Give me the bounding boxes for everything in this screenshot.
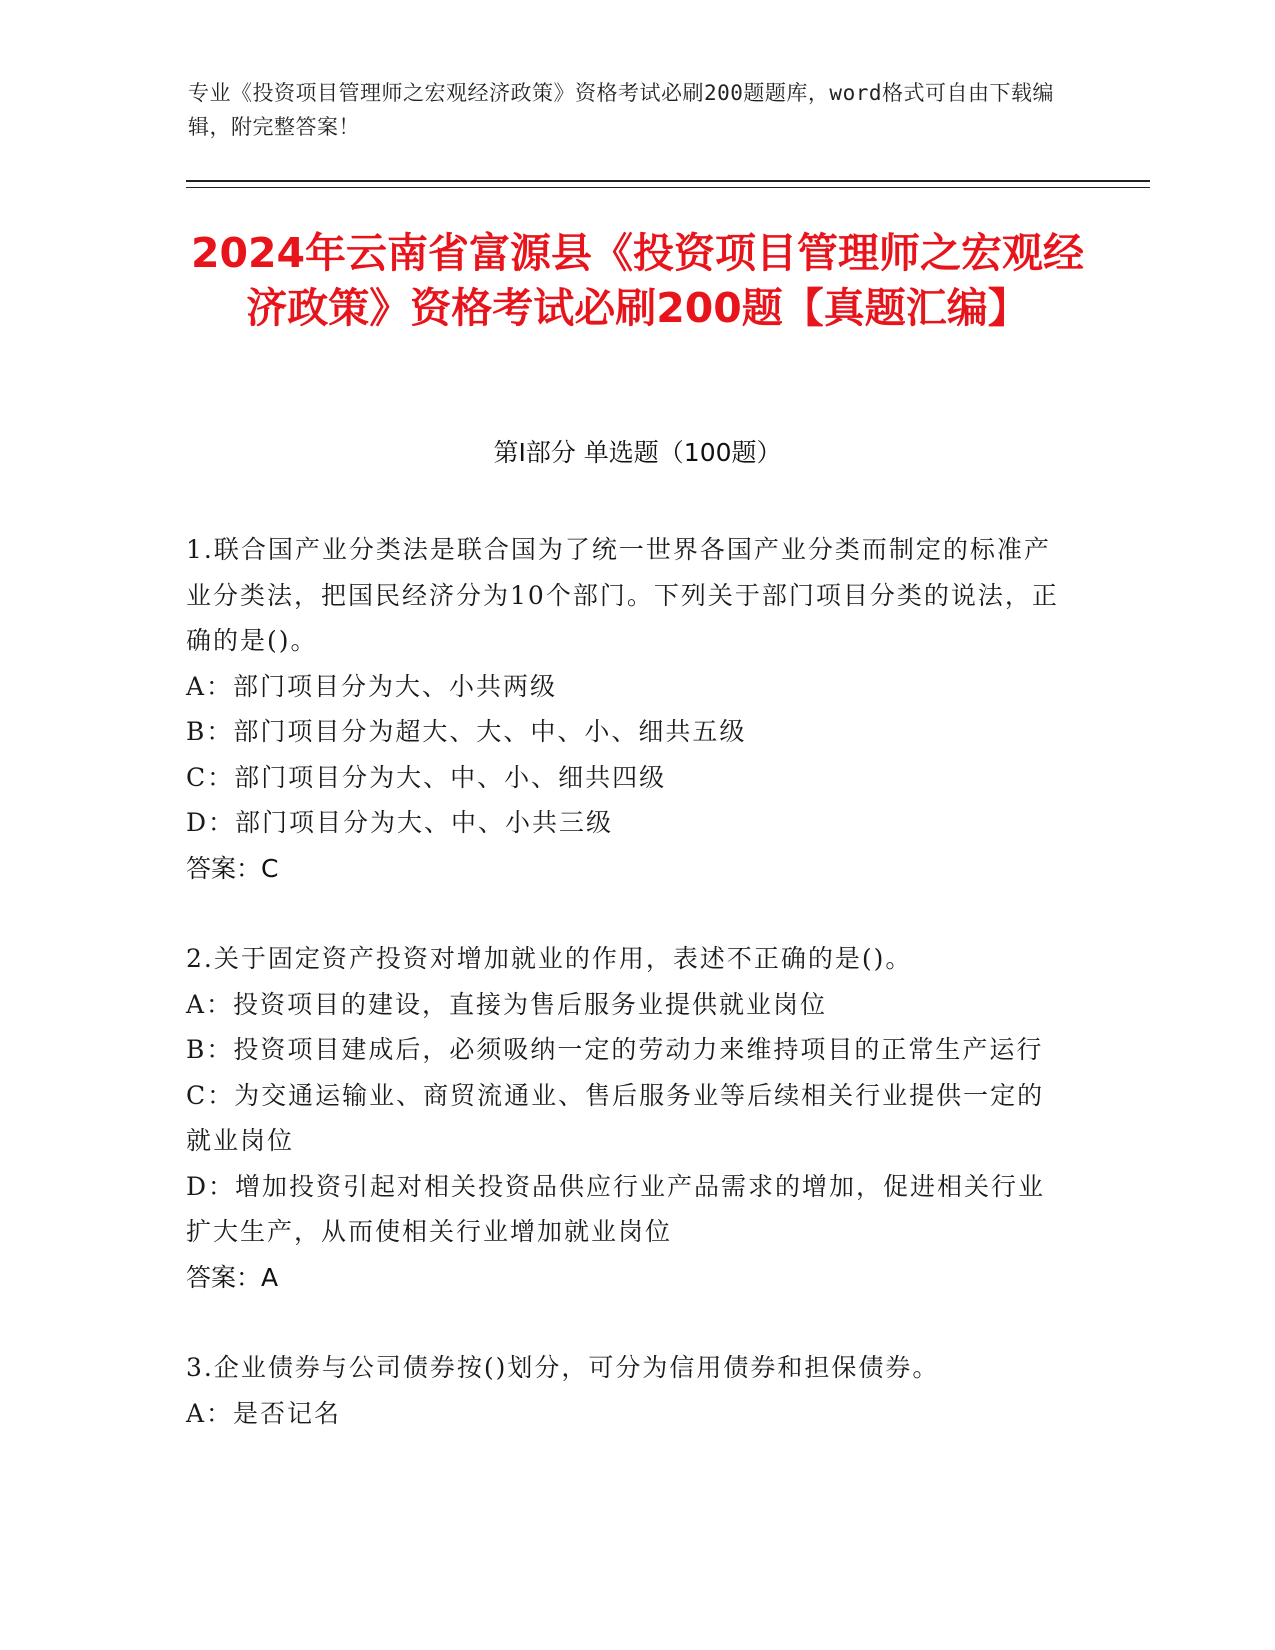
question-list: [186, 527, 1071, 1481]
option-c: C：部门项目分为大、中、小、细共四级: [186, 762, 667, 792]
document-title: 2024年云南省富源县《投资项目管理师之宏观经济政策》资格考试必刷200题【真题汇编】: [190, 229, 1085, 332]
option-a: A：部门项目分为大、小共两级: [186, 671, 558, 701]
option-d: D：部门项目分为大、中、小共三级: [186, 808, 614, 837]
section-title: 第Ⅰ部分 单选题（100题）: [493, 438, 782, 467]
option-b: B：投资项目建成后，必须吸纳一定的劳动力来维持项目的正常生产运行: [186, 1035, 1044, 1064]
option-a: A：是否记名: [186, 1398, 342, 1428]
question-stem: 3.企业债券与公司债券按()划分，可分为信用债券和担保债券。: [186, 1353, 940, 1382]
option-c: C：为交通运输业、商贸流通业、售后服务业等后续相关行业提供一定的就业岗位: [186, 1080, 1045, 1155]
question-2: [186, 936, 1071, 1300]
question-1: [186, 527, 1071, 891]
answer: 答案：A: [186, 1262, 279, 1292]
option-d: D：增加投资引起对相关投资品供应行业产品需求的增加，促进相关行业扩大生产，从而使相关行业增加就业岗位: [186, 1171, 1046, 1246]
header-divider-thick: [186, 180, 1150, 182]
header-divider-thin: [186, 187, 1150, 188]
answer: 答案：C: [186, 853, 279, 883]
header-note: 专业《投资项目管理师之宏观经济政策》资格考试必刷200题题库，word格式可自由下载编辑，附完整答案！: [188, 81, 1054, 139]
question-stem: 2.关于固定资产投资对增加就业的作用，表述不正确的是()。: [186, 944, 913, 973]
question-3: [186, 1345, 1071, 1436]
option-b: B：部门项目分为超大、大、中、小、细共五级: [186, 717, 747, 746]
question-stem: 1.联合国产业分类法是联合国为了统一世界各国产业分类而制定的标准产业分类法，把国民经济分为10个部门。下列关于部门项目分类的说法，正确的是()。: [186, 535, 1059, 655]
option-a: A：投资项目的建设，直接为售后服务业提供就业岗位: [186, 989, 828, 1019]
